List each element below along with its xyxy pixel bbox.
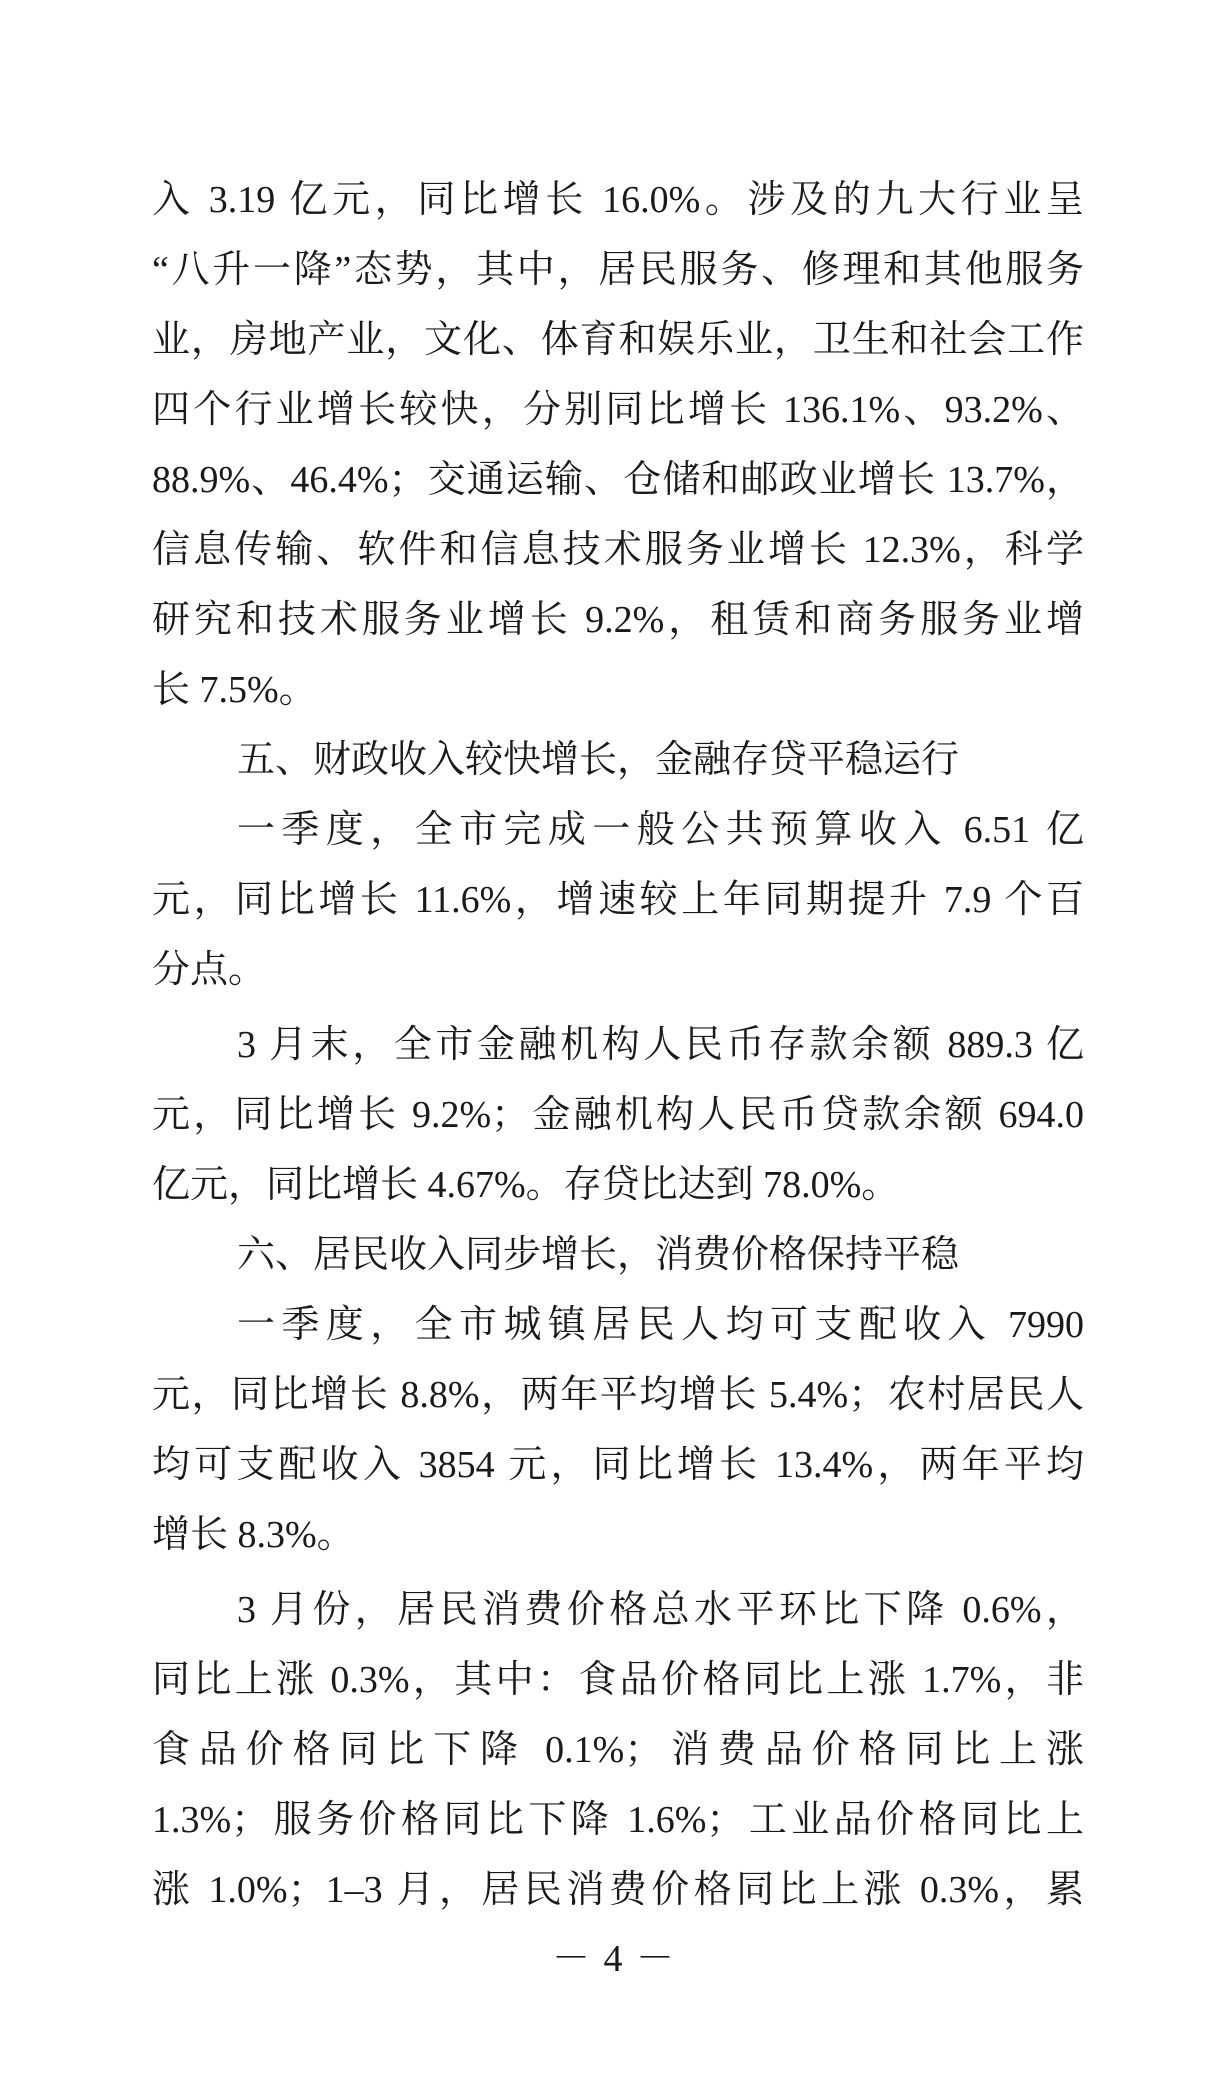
body-text-line: 一季度，全市城镇居民人均可支配收入 7990: [237, 1304, 1084, 1346]
section-heading: 五、财政收入较快增长，金融存贷平稳运行: [237, 739, 960, 781]
body-text-line: 元，同比增长 9.2%；金融机构人民币贷款余额 694.0: [152, 1094, 1084, 1136]
body-text-line: 3 月末，全市金融机构人民币存款余额 889.3 亿: [237, 1024, 1084, 1066]
body-text-line: 1.3%；服务价格同比下降 1.6%；工业品价格同比上: [152, 1799, 1084, 1841]
body-text-line: 一季度，全市完成一般公共预算收入 6.51 亿: [237, 809, 1084, 851]
paragraph: [152, 795, 1084, 1005]
body-text-line: 均可支配收入 3854 元，同比增长 13.4%，两年平均: [152, 1444, 1084, 1486]
body-text-line: 同比上涨 0.3%，其中：食品价格同比上涨 1.7%，非: [152, 1659, 1084, 1701]
body-text-line: “八升一降”态势，其中，居民服务、修理和其他服务: [152, 249, 1084, 291]
section-5: [152, 725, 1084, 1220]
body-text-line: 元，同比增长 11.6%，增速较上年同期提升 7.9 个百: [152, 879, 1084, 921]
section-heading: 六、居民收入同步增长，消费价格保持平稳: [237, 1234, 960, 1276]
paragraph-continued: [152, 165, 1084, 725]
body-text-line: 入 3.19 亿元，同比增长 16.0%。涉及的九大行业呈: [152, 179, 1084, 221]
page-number: － 4 －: [551, 1938, 676, 1980]
paragraph: [152, 1575, 1084, 1925]
body-text-line: 食品价格同比下降 0.1%；消费品价格同比上涨: [152, 1729, 1084, 1771]
document-body: [152, 165, 1084, 1925]
body-text-line: 业，房地产业，文化、体育和娱乐业，卫生和社会工作: [152, 319, 1084, 361]
body-text-line: 涨 1.0%；1–3 月，居民消费价格同比上涨 0.3%，累: [152, 1869, 1084, 1911]
body-text-line: 元，同比增长 8.8%，两年平均增长 5.4%；农村居民人: [152, 1374, 1084, 1416]
body-text-line: 亿元，同比增长 4.67%。存贷比达到 78.0%。: [152, 1164, 900, 1206]
body-text-line: 增长 8.3%。: [152, 1514, 355, 1556]
body-text-line: 信息传输、软件和信息技术服务业增长 12.3%，科学: [152, 529, 1084, 571]
paragraph: [152, 1290, 1084, 1570]
body-text-line: 3 月份，居民消费价格总水平环比下降 0.6%，: [237, 1589, 1084, 1631]
body-text-line: 长 7.5%。: [152, 669, 317, 711]
body-text-line: 研究和技术服务业增长 9.2%，租赁和商务服务业增: [152, 599, 1084, 641]
body-text-line: 88.9%、46.4%；交通运输、仓储和邮政业增长 13.7%，: [152, 459, 1084, 501]
body-text-line: 分点。: [152, 949, 267, 991]
body-text-line: 四个行业增长较快，分别同比增长 136.1%、93.2%、: [152, 389, 1084, 431]
paragraph: [152, 1010, 1084, 1220]
section-6: [152, 1220, 1084, 1925]
